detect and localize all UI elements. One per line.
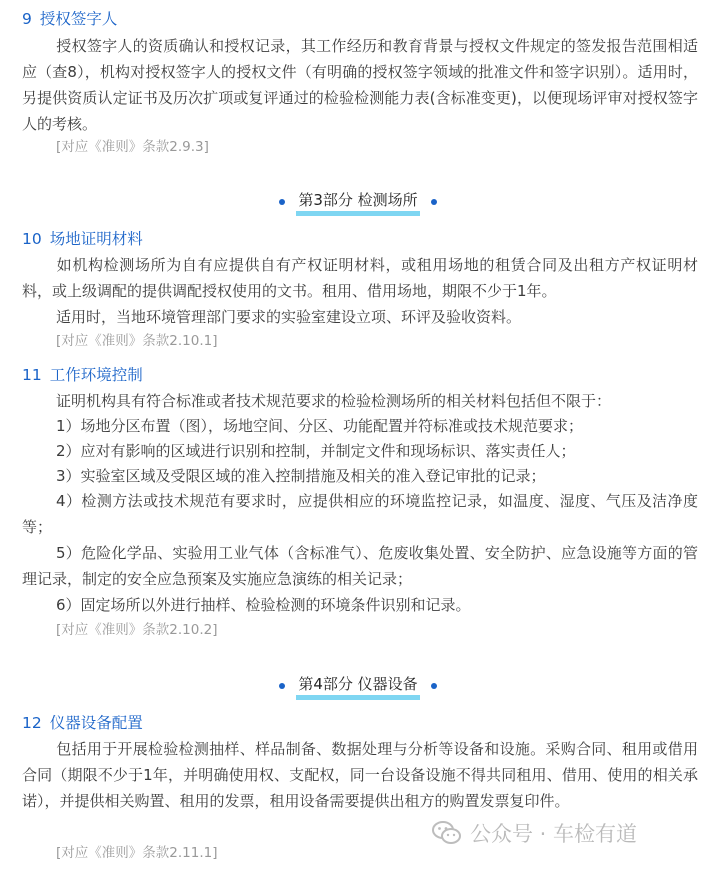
section-11-title: 工作环境控制: [49, 366, 143, 384]
section-10-number: 10: [22, 230, 42, 248]
section-11-item-3: 3）实验室区域及受限区域的准入控制措施及相关的准入登记审批的记录；: [56, 467, 546, 485]
section-11-item-4: [22, 488, 698, 540]
section-11-item-2: 2）应对有影响的区域进行识别和控制，并制定文件和现场标识、落实责任人；: [56, 442, 576, 460]
section-10-text-2: 适用时，当地环境管理部门要求的实验室建设立项、环评及验收资料。: [56, 308, 522, 326]
part-3-title: [0, 189, 716, 219]
section-12-text: 包括用于开展检验检测抽样、样品制备、数据处理与分析等设备和设施。采购合同、租用或借用合同（期限不少于1年，并明确使用权、支配权，同一台设备设施不得共同租用、借用、使用的相关承诺），并提供相关购置、租用的发票，租用设备需要提供出租方的购置发票复印件。: [22, 740, 698, 810]
section-12-heading: [22, 713, 143, 733]
section-12-paragraph: [22, 736, 698, 814]
wechat-icon: [432, 820, 462, 846]
section-9-paragraph: [22, 33, 698, 137]
section-10-paragraph-2: [22, 304, 698, 330]
watermark: [432, 818, 637, 848]
section-12-title: 仪器设备配置: [49, 714, 143, 732]
section-12-number: 12: [22, 714, 42, 732]
section-10-text-1: 如机构检测场所为自有应提供自有产权证明材料，或租用场地的租赁合同及出租方产权证明材料，或上级调配的提供调配授权使用的文书。租用、借用场地，期限不少于1年。: [22, 256, 698, 300]
section-11-heading: [22, 365, 143, 385]
section-9-heading: [22, 9, 117, 29]
bullet-dot-icon: [431, 683, 437, 689]
section-11-number: 11: [22, 366, 42, 384]
section-11-item-4-text: 4）检测方法或技术规范有要求时，应提供相应的环境监控记录，如温度、湿度、气压及洁净度等；: [22, 492, 698, 536]
bullet-dot-icon: [279, 683, 285, 689]
watermark-text: 公众号 · 车检有道: [470, 822, 638, 846]
section-9-number: 9: [22, 10, 32, 28]
section-11-reference: [对应《准则》条款2.10.2]: [56, 622, 218, 638]
section-11-intro: 证明机构具有符合标准或者技术规范要求的检验检测场所的相关材料包括但不限于：: [56, 392, 612, 410]
section-11-item-1: 1）场地分区布置（图），场地空间、分区、功能配置并符标准或技术规范要求；: [56, 417, 584, 435]
part-3-label: 第3部分 检测场所: [296, 189, 419, 216]
section-11-item-6: 6）固定场所以外进行抽样、检验检测的环境条件识别和记录。: [56, 596, 471, 614]
section-10-paragraph-1: [22, 252, 698, 304]
section-10-reference: [对应《准则》条款2.10.1]: [56, 333, 218, 349]
section-10-heading: [22, 229, 143, 249]
bullet-dot-icon: [431, 199, 437, 205]
part-4-title: [0, 673, 716, 703]
section-11-item-5-text: 5）危险化学品、实验用工业气体（含标准气）、危废收集处置、安全防护、应急设施等方面的管理记录，制定的安全应急预案及实施应急演练的相关记录；: [22, 544, 698, 588]
section-9-text: 授权签字人的资质确认和授权记录，其工作经历和教育背景与授权文件规定的签发报告范围相适应（查8），机构对授权签字人的授权文件（有明确的授权签字领域的批准文件和签字识别）。适用时，另提供资质认定证书及历次扩项或复评通过的检验检测能力表(含标准变更)，以便现场评审对授权签字人的考核。: [22, 37, 698, 133]
bullet-dot-icon: [279, 199, 285, 205]
section-11-item-5: [22, 540, 698, 592]
part-4-label: 第4部分 仪器设备: [296, 673, 419, 700]
section-10-title: 场地证明材料: [49, 230, 143, 248]
section-12-reference: [对应《准则》条款2.11.1]: [56, 845, 218, 861]
section-9-reference: [对应《准则》条款2.9.3]: [56, 139, 209, 155]
section-9-title: 授权签字人: [39, 10, 118, 28]
